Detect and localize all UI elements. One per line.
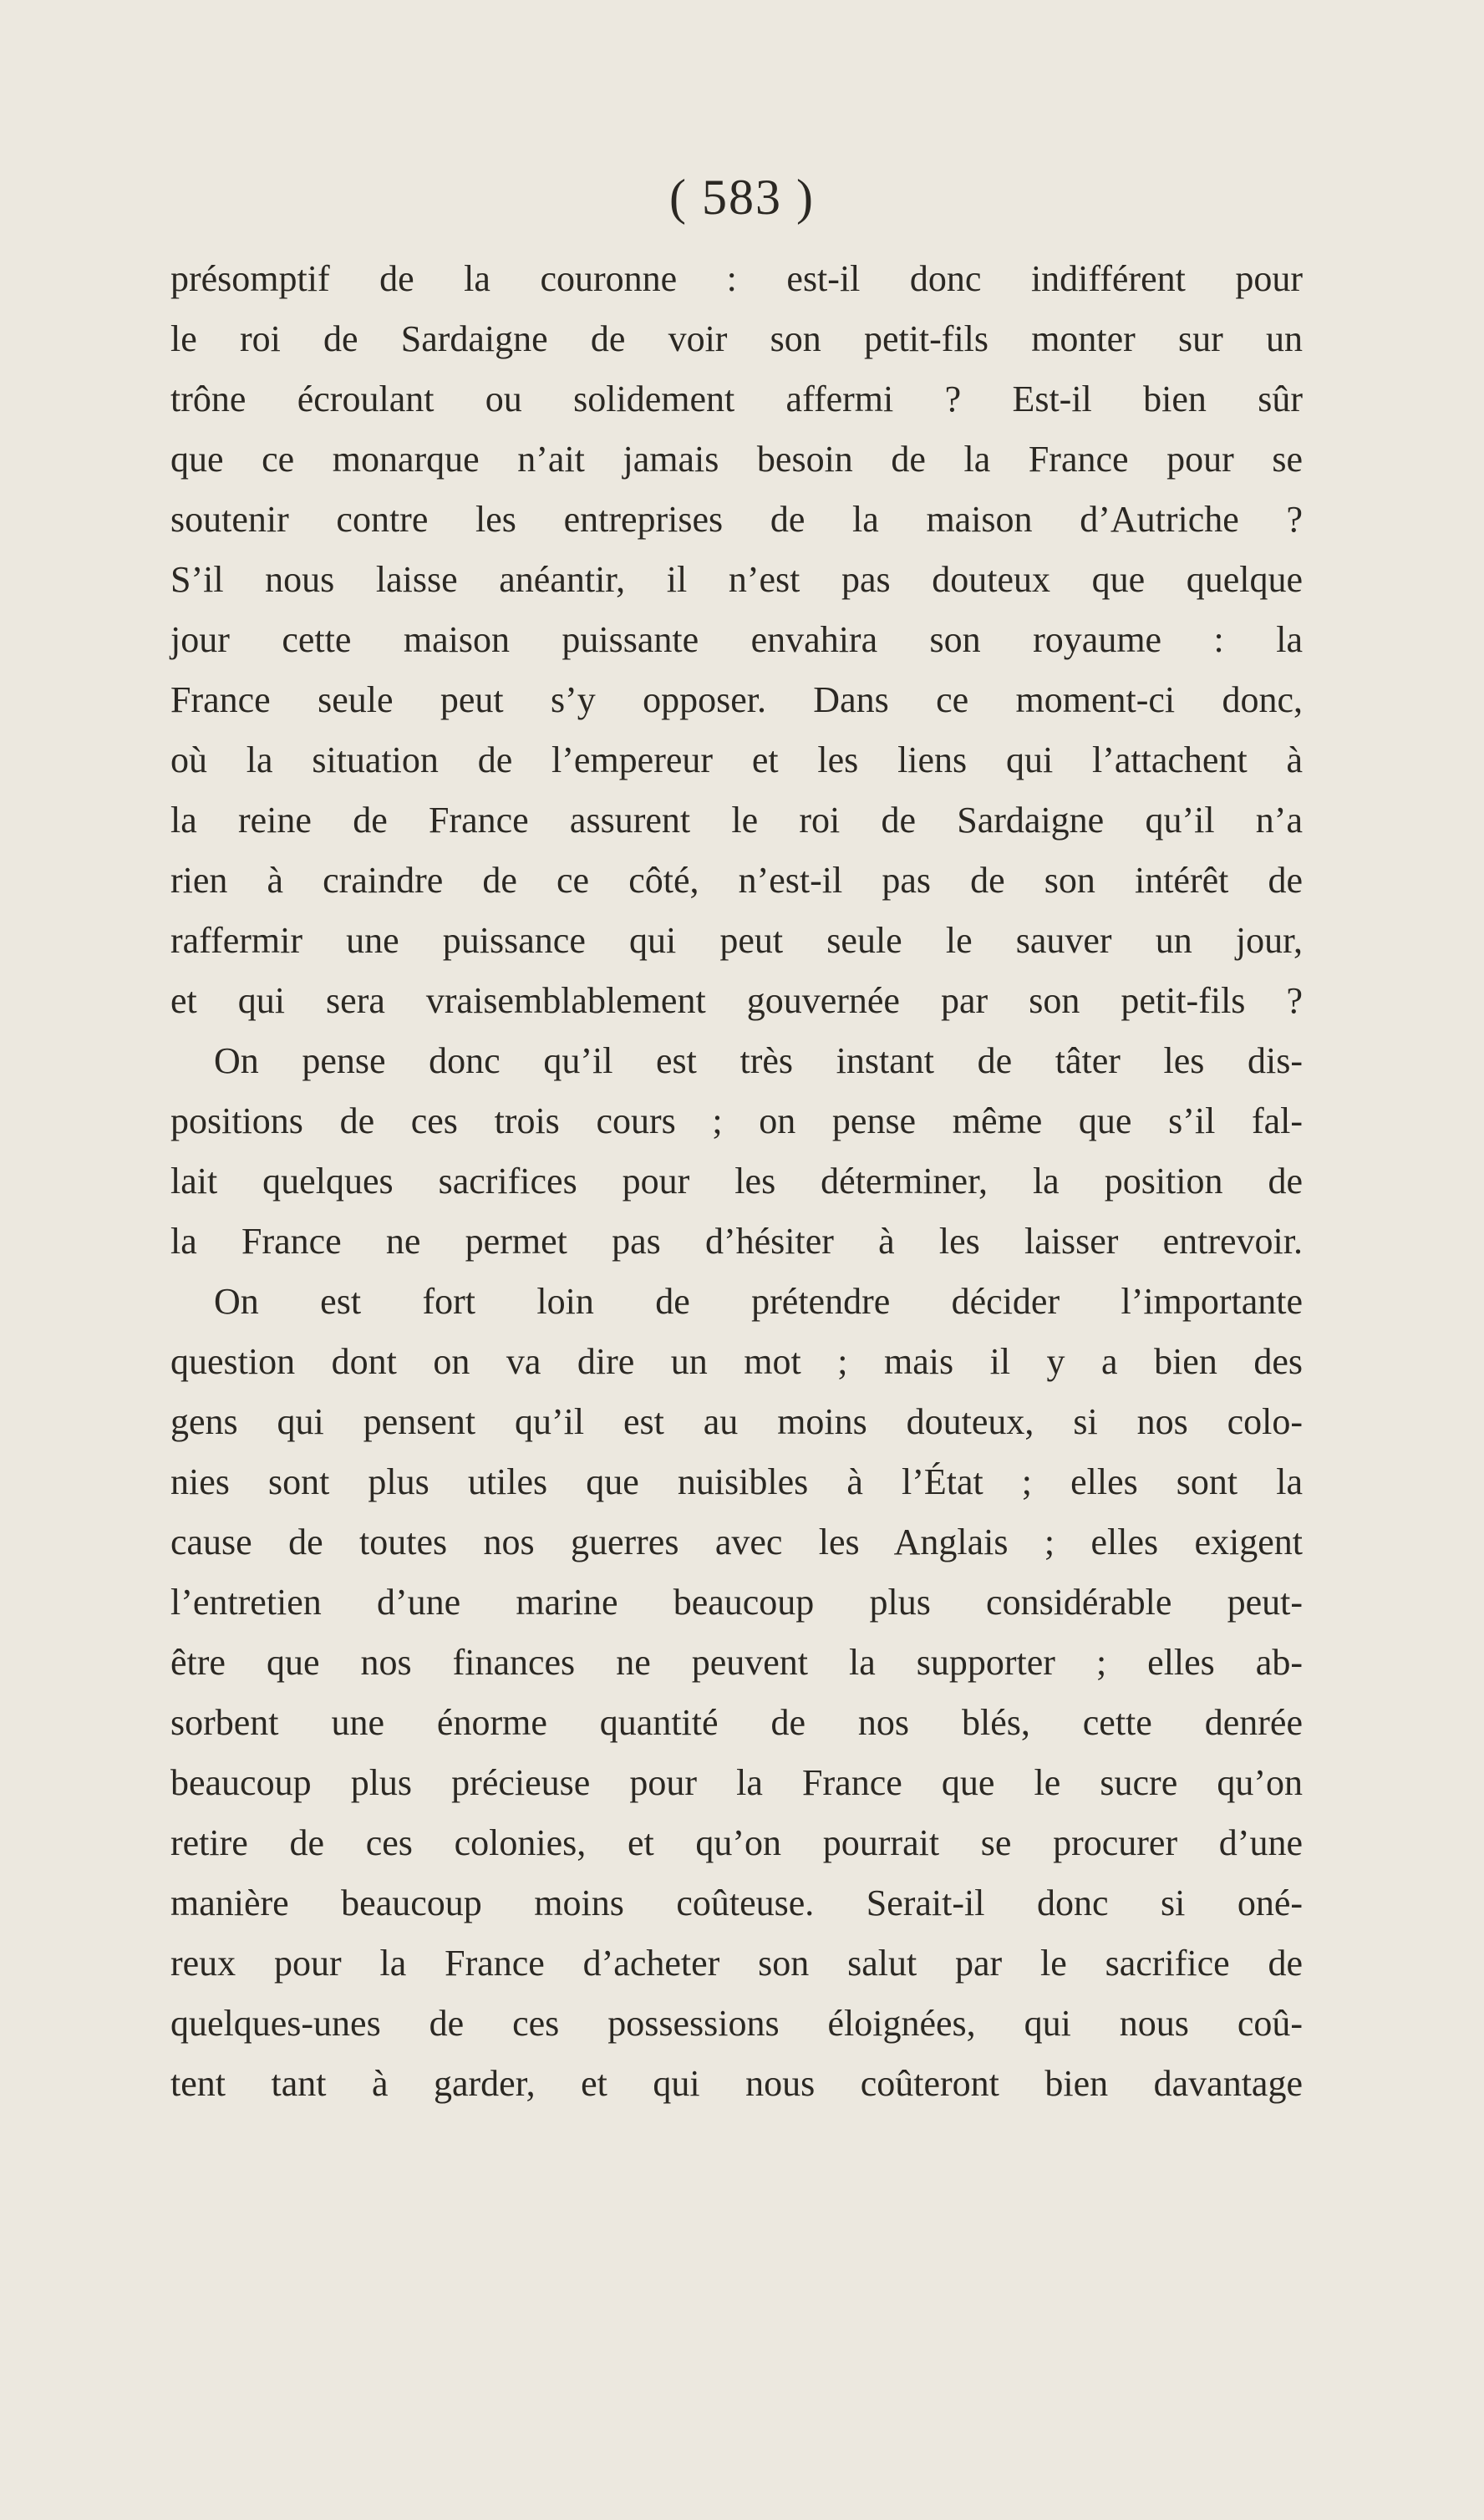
text-line: rien à craindre de ce côté, n’est-il pas de son intérêt de [170, 860, 1303, 901]
text-line: positions de ces trois cours ; on pense même que s’il fal- [170, 1100, 1303, 1141]
text-line: S’il nous laisse anéantir, il n’est pas douteux que quelque [170, 559, 1303, 600]
body-text [170, 249, 1303, 2114]
text-line: soutenir contre les entreprises de la maison d’Autriche ? [170, 499, 1303, 540]
text-line: le roi de Sardaigne de voir son petit-fils monter sur un [170, 318, 1303, 359]
text-line: être que nos finances ne peuvent la supporter ; elles ab- [170, 1642, 1303, 1683]
text-line: question dont on va dire un mot ; mais il y a bien des [170, 1341, 1303, 1382]
text-line: et qui sera vraisemblablement gouvernée par son petit-fils ? [170, 980, 1303, 1021]
text-line: nies sont plus utiles que nuisibles à l’État ; elles sont la [170, 1461, 1303, 1502]
text-line: sorbent une énorme quantité de nos blés, cette denrée [170, 1702, 1303, 1743]
text-line: trône écroulant ou solidement affermi ? Est-il bien sûr [170, 379, 1303, 419]
text-line: la reine de France assurent le roi de Sardaigne qu’il n’a [170, 800, 1303, 841]
text-line: reux pour la France d’acheter son salut par le sacrifice de [170, 1943, 1303, 1984]
text-line: où la situation de l’empereur et les liens qui l’attachent à [170, 739, 1303, 780]
text-line: tent tant à garder, et qui nous coûteront bien davantage [170, 2063, 1303, 2104]
text-line: présomptif de la couronne : est-il donc indifférent pour [170, 258, 1303, 299]
text-line: On est fort loin de prétendre décider l’importante [214, 1281, 1303, 1322]
text-line: la France ne permet pas d’hésiter à les laisser entrevoir. [170, 1221, 1303, 1262]
text-line: gens qui pensent qu’il est au moins douteux, si nos colo- [170, 1401, 1303, 1442]
text-line: retire de ces colonies, et qu’on pourrait se procurer d’une [170, 1822, 1303, 1863]
text-line: France seule peut s’y opposer. Dans ce moment-ci donc, [170, 679, 1303, 720]
page-number: ( 583 ) [669, 170, 815, 225]
text-line: que ce monarque n’ait jamais besoin de la France pour se [170, 439, 1303, 480]
text-line: beaucoup plus précieuse pour la France que le sucre qu’on [170, 1762, 1303, 1803]
text-line: quelques-unes de ces possessions éloignées, qui nous coû- [170, 2003, 1303, 2044]
text-line: jour cette maison puissante envahira son royaume : la [170, 619, 1303, 660]
text-line: On pense donc qu’il est très instant de tâter les dis- [214, 1040, 1303, 1081]
text-line: l’entretien d’une marine beaucoup plus considérable peut- [170, 1582, 1303, 1623]
text-line: cause de toutes nos guerres avec les Anglais ; elles exigent [170, 1522, 1303, 1562]
text-line: raffermir une puissance qui peut seule le sauver un jour, [170, 920, 1303, 961]
text-line: manière beaucoup moins coûteuse. Serait-il donc si oné- [170, 1882, 1303, 1923]
text-line: lait quelques sacrifices pour les déterminer, la position de [170, 1161, 1303, 1202]
